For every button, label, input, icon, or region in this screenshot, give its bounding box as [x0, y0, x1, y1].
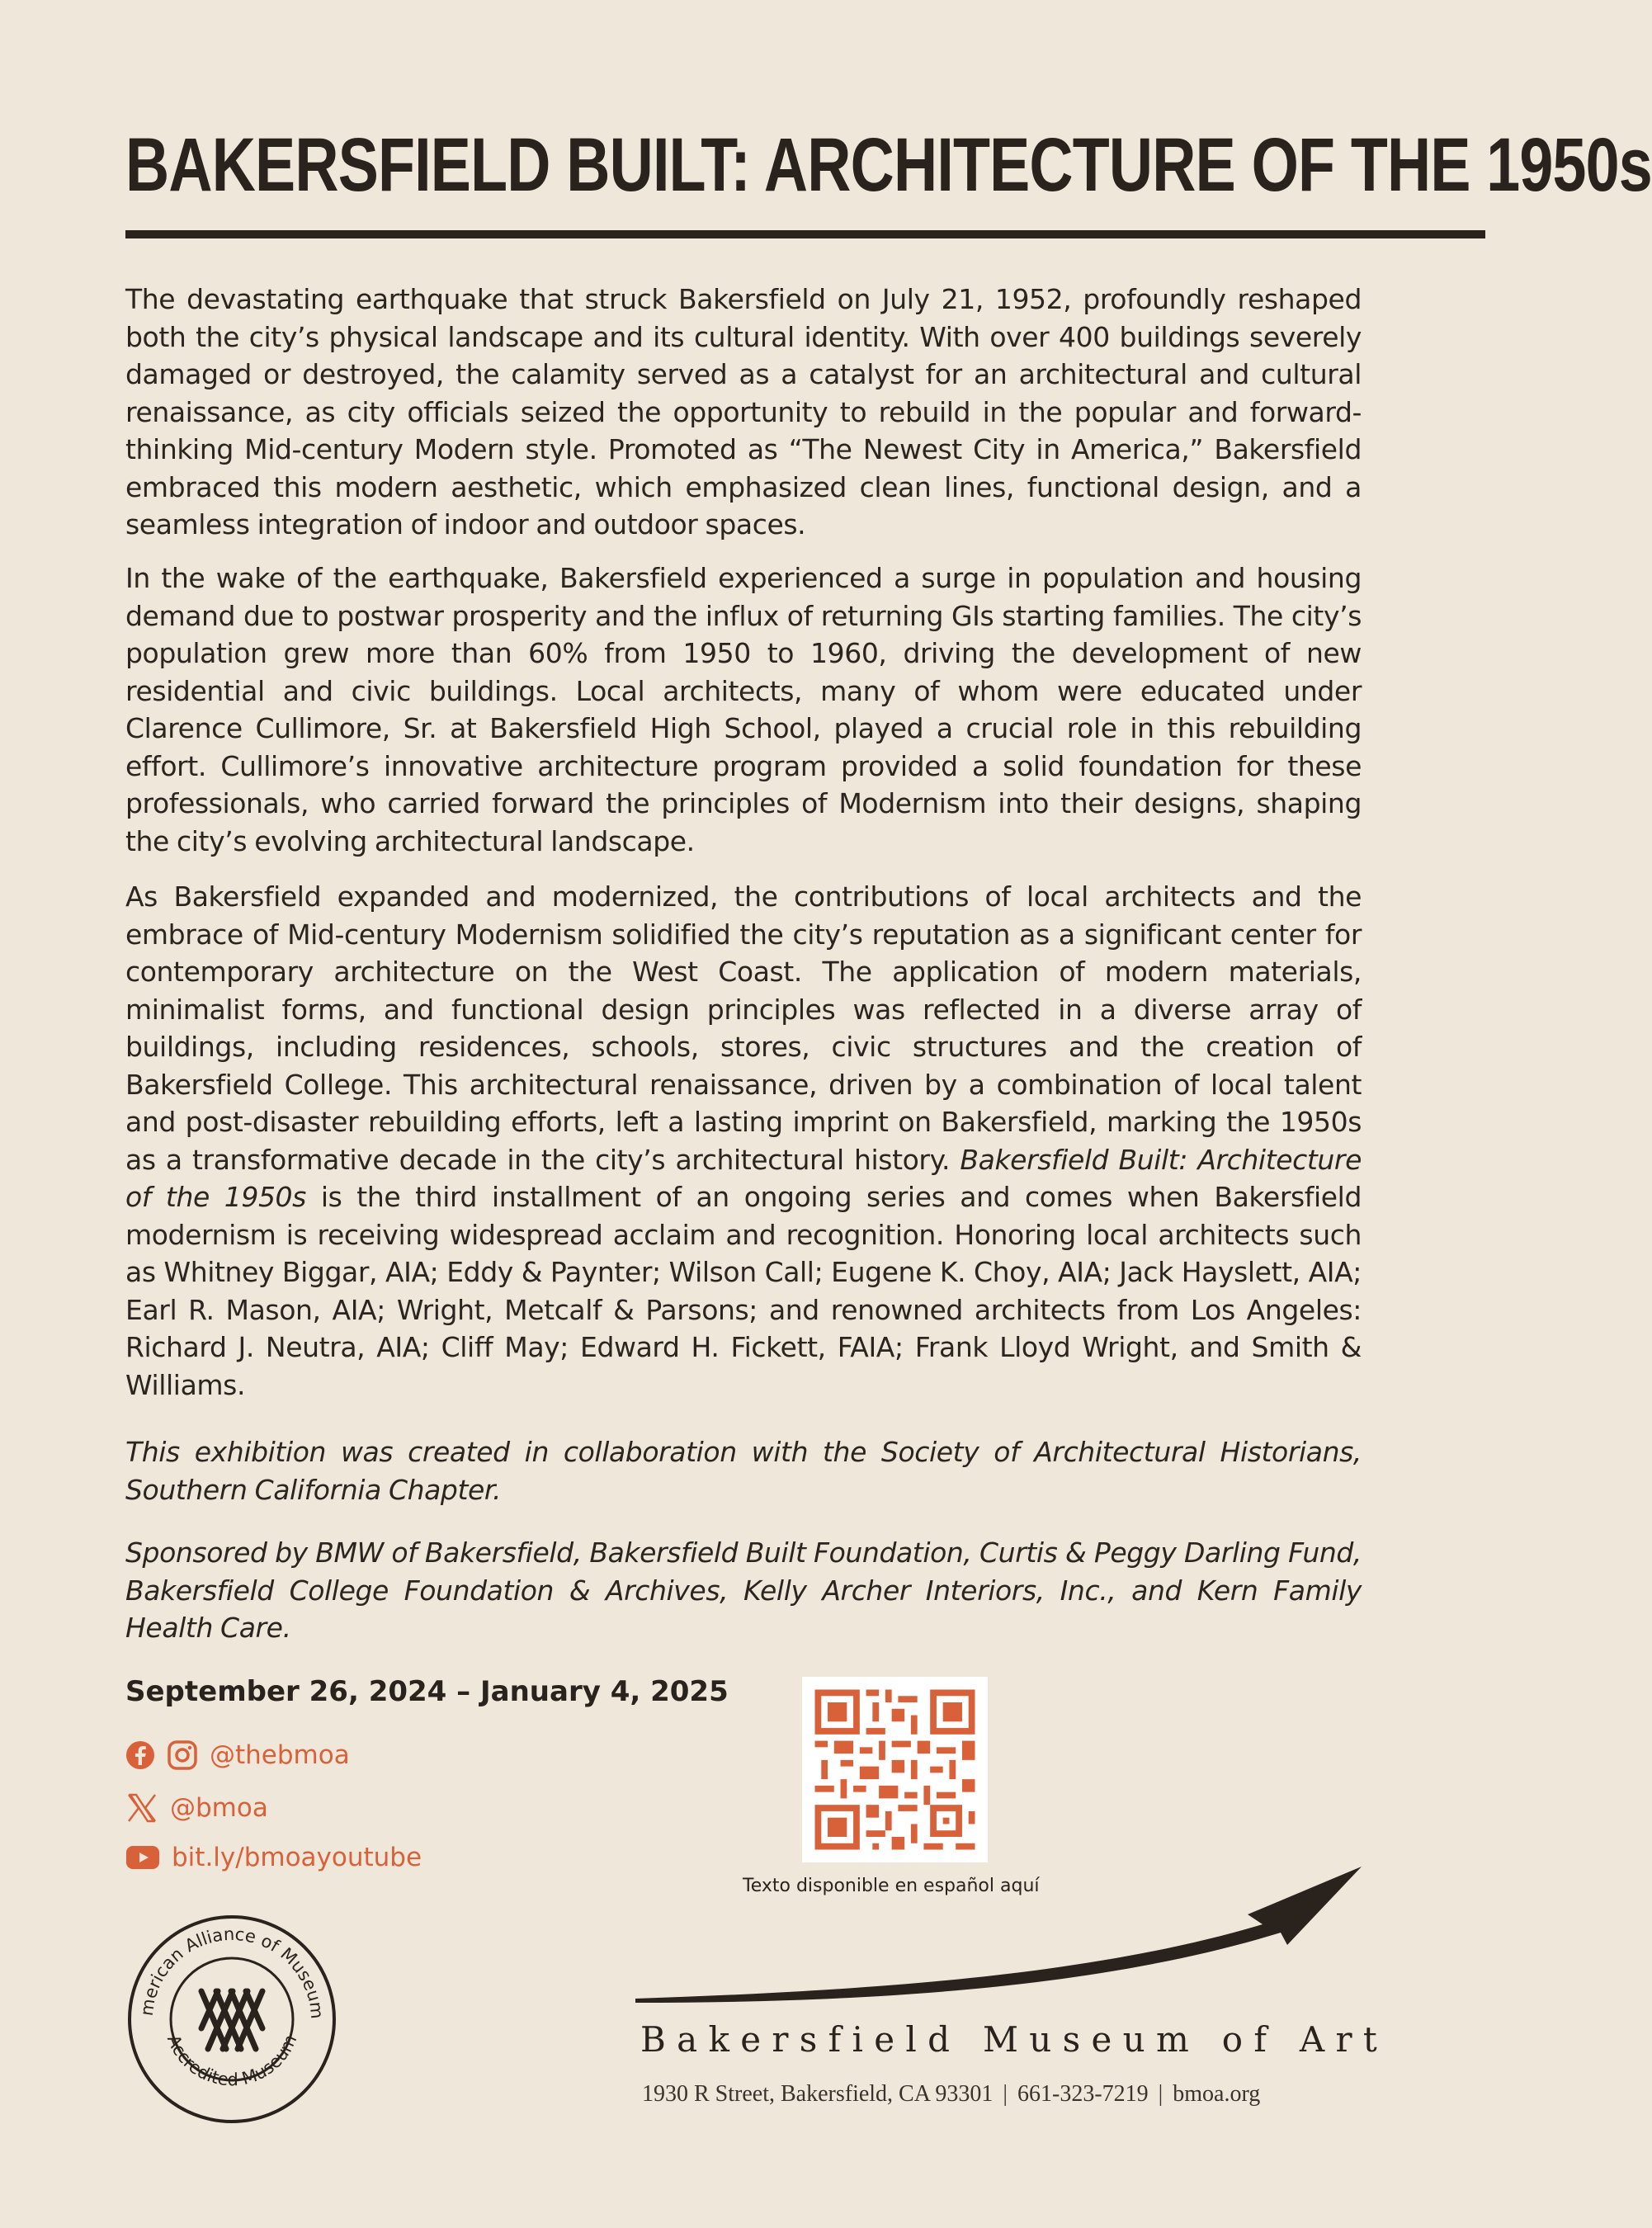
- paragraph-earthquake: The devastating earthquake that struck Bakersfield on July 21, 1952, profoundly reshaped both the city’s physical landscape and its cultural identity. With over 400 buildings severely damaged or destroyed, the calamity served as a catalyst for an architectural and cultural renaissance, as city officials seized the opportunity to rebuild in the popular and forward-thinking Mid-century Modern style. Promoted as “The Newest City in America,” Bakersfield embraced this modern aesthetic, which emphasized clean lines, functional design, and a seamless integration of indoor and outdoor spaces.: [125, 283, 1362, 540]
- paragraph-population: In the wake of the earthquake, Bakersfield experienced a surge in population and housing demand due to postwar prosperity and the influx of returning GIs starting families. The city’s population grew more than 60% from 1950 to 1960, driving the development of new residential and civic buildings. Local architects, many of whom were educated under Clarence Cullimore, Sr. at Bakersfield High School, played a crucial role in this rebuilding effort. Cullimore’s innovative architecture program provided a solid foundation for these professionals, who carried forward the principles of Modernism into their designs, shaping the city’s evolving architectural landscape.: [125, 562, 1362, 857]
- social-facebook-instagram[interactable]: [125, 1739, 350, 1771]
- title-rule: [125, 230, 1485, 238]
- museum-address: 1930 R Street, Bakersfield, CA 93301: [642, 2081, 994, 2107]
- seal-bottom-text: Accredited Museum: [163, 2032, 301, 2090]
- social-handle-bmoa[interactable]: @bmoa: [170, 1793, 268, 1823]
- collaboration-note: This exhibition was created in collaboration with the Society of Architectural Historians, Southern California Chapter.: [125, 1436, 1362, 1506]
- social-youtube[interactable]: [125, 1843, 422, 1872]
- museum-contact: [642, 2081, 1260, 2108]
- swoosh-logo-mark: [635, 1867, 1370, 2007]
- social-x[interactable]: [125, 1791, 268, 1824]
- qr-caption: Texto disponible en español aquí: [743, 1876, 1040, 1896]
- youtube-link[interactable]: bit.ly/bmoayoutube: [172, 1843, 422, 1872]
- paragraph-modernism-part2: is the third installment of an ongoing series and comes when Bakersfield modernism is receiving widespread acclaim and recognition. Honoring local architects such as Whitney Biggar, AIA; Eddy & Paynter; Wilson Call; Eugene K. Choy, AIA; Jack Hayslett, AIA; Earl R. Mason, AIA; Wright, Metcalf & Parsons; and renowned architects from Los Angeles: Richard J. Neutra, AIA; Cliff May; Edward H. Fickett, FAIA; Frank Lloyd Wright, and Smith & Williams.: [125, 1181, 1362, 1401]
- exhibition-dates: September 26, 2024 – January 4, 2025: [125, 1675, 729, 1708]
- social-handle-thebmoa[interactable]: @thebmoa: [210, 1740, 350, 1770]
- seal-top-text: merican Alliance of Museum: [136, 1924, 328, 2020]
- museum-phone[interactable]: 661-323-7219: [1017, 2081, 1149, 2107]
- qr-code[interactable]: [802, 1677, 988, 1862]
- museum-website[interactable]: bmoa.org: [1173, 2081, 1261, 2107]
- separator: |: [1158, 2081, 1163, 2107]
- youtube-icon[interactable]: [125, 1845, 160, 1870]
- aam-accreditation-seal: [125, 1913, 338, 2126]
- aam-lattice-logo: [201, 1991, 262, 2049]
- qr-code-graphic: [802, 1677, 988, 1862]
- facebook-icon[interactable]: [125, 1740, 155, 1770]
- sponsors-note: Sponsored by BMW of Bakersfield, Bakersfield Built Foundation, Curtis & Peggy Darling Fund, Bakersfield College Foundation & Archives, Kelly Archer Interiors, Inc., and Kern Family Health Care.: [125, 1536, 1362, 1644]
- svg-text:Accredited Museum: [163, 2032, 301, 2089]
- museum-name: Bakersfield Museum of Art: [640, 2019, 1389, 2060]
- page-title: BAKERSFIELD BUILT: ARCHITECTURE OF THE 1950s: [125, 123, 1652, 207]
- paragraph-modernism: [125, 878, 1362, 1404]
- separator: |: [1003, 2081, 1008, 2107]
- exhibition-title-italic: Bakersfield Built: Architecture of the 1950s: [125, 1143, 1362, 1213]
- instagram-icon[interactable]: [167, 1739, 198, 1771]
- x-icon[interactable]: [125, 1791, 158, 1824]
- paragraph-modernism-part1: As Bakersfield expanded and modernized, the contributions of local architects and the embrace of Mid-century Modernism solidified the city’s reputation as a significant center for contemporary architecture on the West Coast. The application of modern materials, minimalist forms, and functional design principles was reflected in a diverse array of buildings, including residences, schools, stores, civic structures and the creation of Bakersfield College. This architectural renaissance, driven by a combination of local talent and post-disaster rebuilding efforts, left a lasting imprint on Bakersfield, marking the 1950s as a transformative decade in the city’s architectural history.: [125, 880, 1362, 1176]
